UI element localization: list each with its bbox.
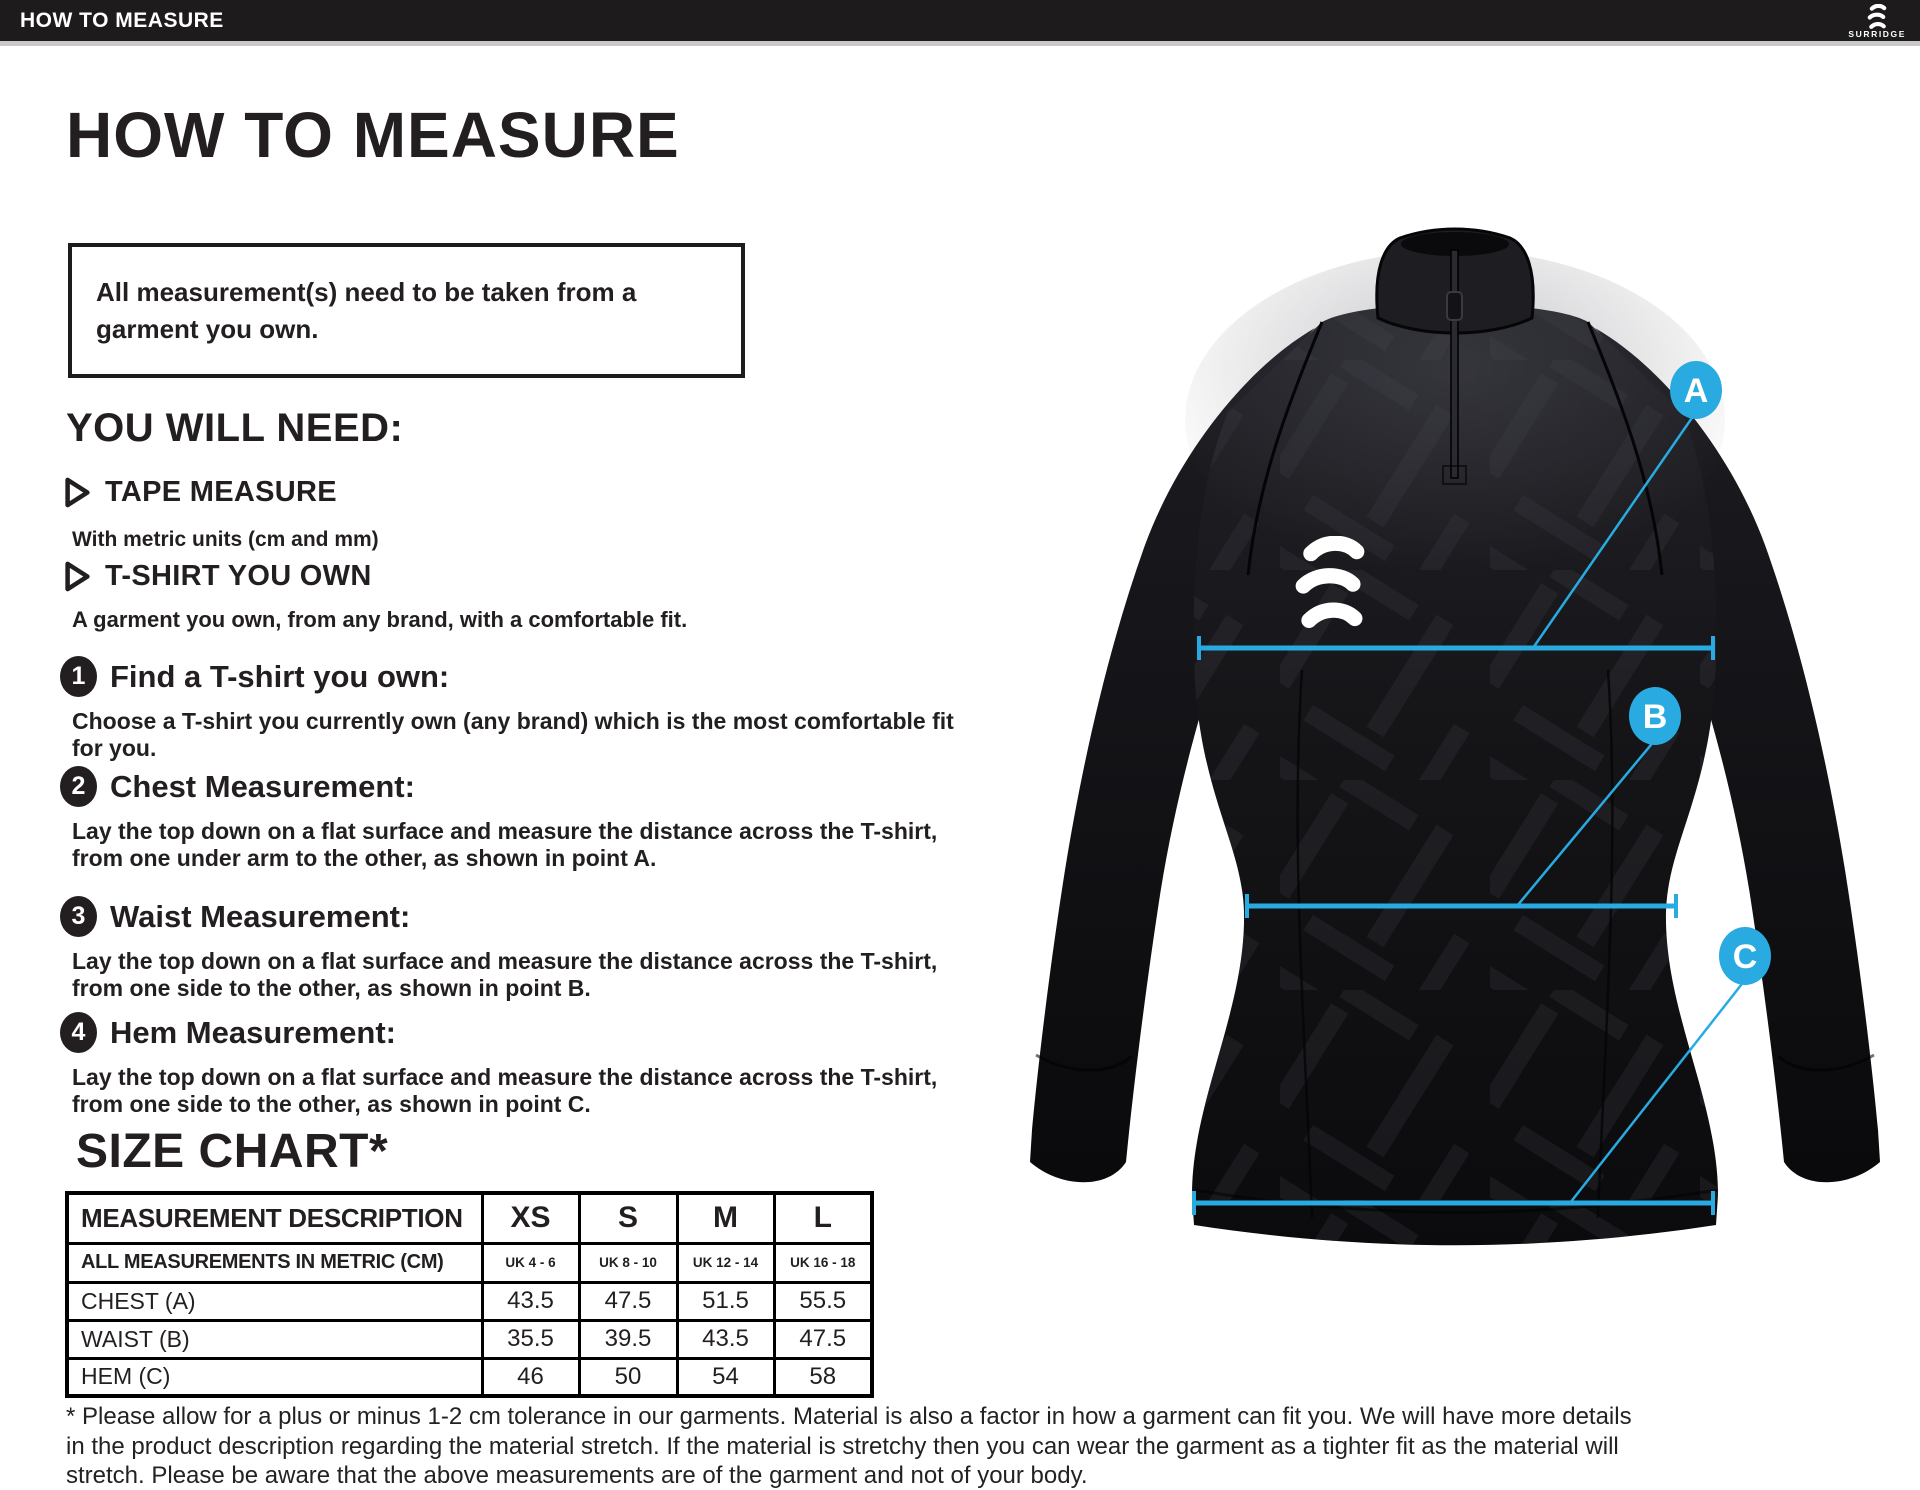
size-chart-table	[65, 1191, 874, 1398]
cell-value: 54	[677, 1358, 774, 1396]
badge-b-letter: B	[1642, 698, 1668, 736]
row-label: WAIST (B)	[67, 1320, 482, 1358]
table-row-hem	[67, 1358, 872, 1396]
need-item-title: TAPE MEASURE	[105, 476, 337, 508]
row-label: ALL MEASUREMENTS IN METRIC (CM)	[67, 1243, 482, 1282]
table-subheader-row	[67, 1243, 872, 1282]
step-4-heading	[60, 1012, 396, 1053]
cell-value: 47.5	[774, 1320, 872, 1358]
step-2-heading	[60, 766, 415, 807]
cell-value: 50	[579, 1358, 677, 1396]
surridge-brand-label: SURRIDGE	[1848, 28, 1906, 39]
cell-value: 43.5	[482, 1282, 579, 1320]
need-item-tshirt	[64, 560, 372, 593]
step-1-description: Choose a T-shirt you currently own (any brand) which is the most comfortable fit for you.	[72, 708, 954, 761]
cell-value: 35.5	[482, 1320, 579, 1358]
need-item-note: A garment you own, from any brand, with a comfortable fit.	[72, 607, 688, 632]
cell-value: 51.5	[677, 1282, 774, 1320]
step-number-badge: 2	[60, 766, 97, 807]
step-title: Waist Measurement:	[110, 898, 411, 934]
badge-a-letter: A	[1683, 372, 1709, 410]
table-row-chest	[67, 1282, 872, 1320]
tolerance-footnote: * Please allow for a plus or minus 1-2 cm tolerance in our garments. Material is also a factor in how a garment can fit you. We will have more details in the product description regarding the material stretch. If the material is stretchy then you can wear the garment as a tighter fit as the material will stretch. Please be aware that the above measurements are of the garment and not of your body.	[66, 1403, 1632, 1489]
step-number-badge: 1	[60, 656, 97, 697]
triangle-bullet-icon	[64, 476, 91, 509]
step-number-badge: 4	[60, 1012, 97, 1053]
garment-diagram	[860, 150, 1920, 1270]
uk-size: UK 8 - 10	[579, 1243, 677, 1282]
step-title: Chest Measurement:	[110, 768, 415, 804]
row-label: HEM (C)	[67, 1358, 482, 1396]
step-number-badge: 3	[60, 896, 97, 937]
step-4-description: Lay the top down on a flat surface and measure the distance across the T-shirt, from one side to the other, as shown in point C.	[72, 1064, 938, 1117]
step-3-description: Lay the top down on a flat surface and measure the distance across the T-shirt, from one side to the other, as shown in point B.	[72, 948, 938, 1001]
uk-size: UK 12 - 14	[677, 1243, 774, 1282]
cell-value: 55.5	[774, 1282, 872, 1320]
column-header: L	[774, 1193, 872, 1243]
step-3-heading	[60, 896, 410, 937]
column-header: M	[677, 1193, 774, 1243]
cell-value: 39.5	[579, 1320, 677, 1358]
column-header: XS	[482, 1193, 579, 1243]
column-header: MEASUREMENT DESCRIPTION	[67, 1193, 482, 1243]
top-bar-title: HOW TO MEASURE	[20, 8, 224, 32]
triangle-bullet-icon	[64, 560, 91, 593]
notice-box	[68, 243, 745, 378]
page-title: HOW TO MEASURE	[66, 99, 680, 171]
training-top-illustration	[860, 150, 1920, 1270]
cell-value: 58	[774, 1358, 872, 1396]
cell-value: 43.5	[677, 1320, 774, 1358]
top-bar	[0, 0, 1920, 41]
step-title: Find a T-shirt you own:	[110, 658, 450, 694]
table-header-row	[67, 1193, 872, 1243]
uk-size: UK 16 - 18	[774, 1243, 872, 1282]
step-title: Hem Measurement:	[110, 1014, 396, 1050]
need-item-tape-measure	[64, 476, 337, 509]
step-1-heading	[60, 656, 449, 697]
surridge-brand	[1848, 4, 1906, 39]
top-bar-divider	[0, 41, 1920, 46]
table-row-waist	[67, 1320, 872, 1358]
cell-value: 47.5	[579, 1282, 677, 1320]
column-header: S	[579, 1193, 677, 1243]
row-label: CHEST (A)	[67, 1282, 482, 1320]
need-item-title: T-SHIRT YOU OWN	[105, 560, 372, 592]
you-will-need-heading: YOU WILL NEED:	[66, 406, 404, 450]
need-item-note: With metric units (cm and mm)	[72, 528, 379, 551]
size-chart-heading: SIZE CHART*	[76, 1125, 389, 1178]
uk-size: UK 4 - 6	[482, 1243, 579, 1282]
notice-text: All measurement(s) need to be taken from a garment you own.	[96, 276, 637, 344]
surridge-logo-icon	[1859, 4, 1895, 31]
badge-c-letter: C	[1732, 938, 1758, 976]
cell-value: 46	[482, 1358, 579, 1396]
step-2-description: Lay the top down on a flat surface and measure the distance across the T-shirt, from one under arm to the other, as shown in point A.	[72, 818, 938, 871]
